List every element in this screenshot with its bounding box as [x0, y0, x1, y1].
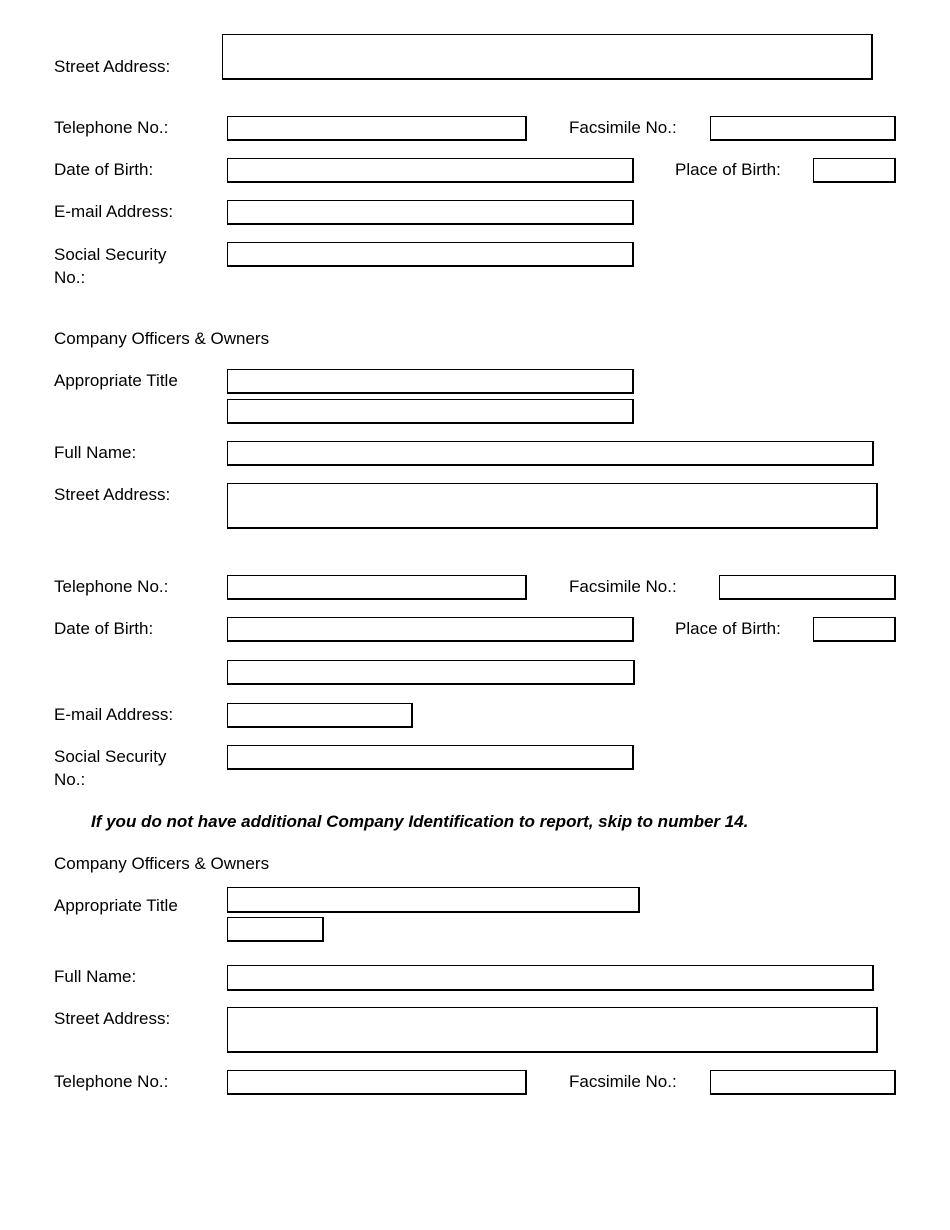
telephone-label: Telephone No.:	[54, 118, 169, 137]
email-label: E-mail Address:	[54, 705, 174, 724]
facsimile-label: Facsimile No.:	[569, 577, 677, 596]
street-address-field[interactable]	[222, 34, 873, 80]
street-address-field[interactable]	[227, 1007, 878, 1053]
appropriate-title-field-2[interactable]	[227, 917, 324, 942]
telephone-field[interactable]	[227, 1070, 527, 1095]
ssn-label: Social Security No.:	[54, 245, 167, 287]
full-name-field[interactable]	[227, 965, 874, 991]
appropriate-title-field[interactable]	[227, 369, 634, 394]
date-of-birth-field[interactable]	[227, 617, 634, 642]
street-address-field[interactable]	[227, 483, 878, 529]
full-name-label: Full Name:	[54, 967, 137, 986]
facsimile-field[interactable]	[710, 116, 896, 141]
email-field[interactable]	[227, 703, 413, 728]
place-of-birth-label: Place of Birth:	[675, 619, 781, 638]
date-of-birth-label: Date of Birth:	[54, 160, 154, 179]
place-of-birth-field[interactable]	[813, 158, 896, 183]
facsimile-label: Facsimile No.:	[569, 118, 677, 137]
date-of-birth-label: Date of Birth:	[54, 619, 154, 638]
appropriate-title-field[interactable]	[227, 887, 640, 913]
ssn-field[interactable]	[227, 745, 634, 770]
extra-field[interactable]	[227, 660, 635, 685]
facsimile-label: Facsimile No.:	[569, 1072, 677, 1091]
appropriate-title-label: Appropriate Title	[54, 896, 178, 915]
full-name-field[interactable]	[227, 441, 874, 466]
street-address-label: Street Address:	[54, 485, 171, 504]
appropriate-title-field-2[interactable]	[227, 399, 634, 424]
full-name-label: Full Name:	[54, 443, 137, 462]
section-heading: Company Officers & Owners	[54, 854, 270, 873]
section-heading: Company Officers & Owners	[54, 329, 270, 348]
email-field[interactable]	[227, 200, 634, 225]
telephone-label: Telephone No.:	[54, 577, 169, 596]
ssn-field[interactable]	[227, 242, 634, 267]
date-of-birth-field[interactable]	[227, 158, 634, 183]
email-label: E-mail Address:	[54, 202, 174, 221]
place-of-birth-label: Place of Birth:	[675, 160, 781, 179]
appropriate-title-label: Appropriate Title	[54, 371, 178, 390]
skip-instruction: If you do not have additional Company Identification to report, skip to number 14.	[91, 812, 749, 831]
place-of-birth-field[interactable]	[813, 617, 896, 642]
facsimile-field[interactable]	[719, 575, 896, 600]
telephone-field[interactable]	[227, 575, 527, 600]
telephone-label: Telephone No.:	[54, 1072, 169, 1091]
ssn-label: Social Security No.:	[54, 747, 167, 789]
street-address-label: Street Address:	[54, 1009, 171, 1028]
facsimile-field[interactable]	[710, 1070, 896, 1095]
telephone-field[interactable]	[227, 116, 527, 141]
street-address-label: Street Address:	[54, 57, 171, 76]
